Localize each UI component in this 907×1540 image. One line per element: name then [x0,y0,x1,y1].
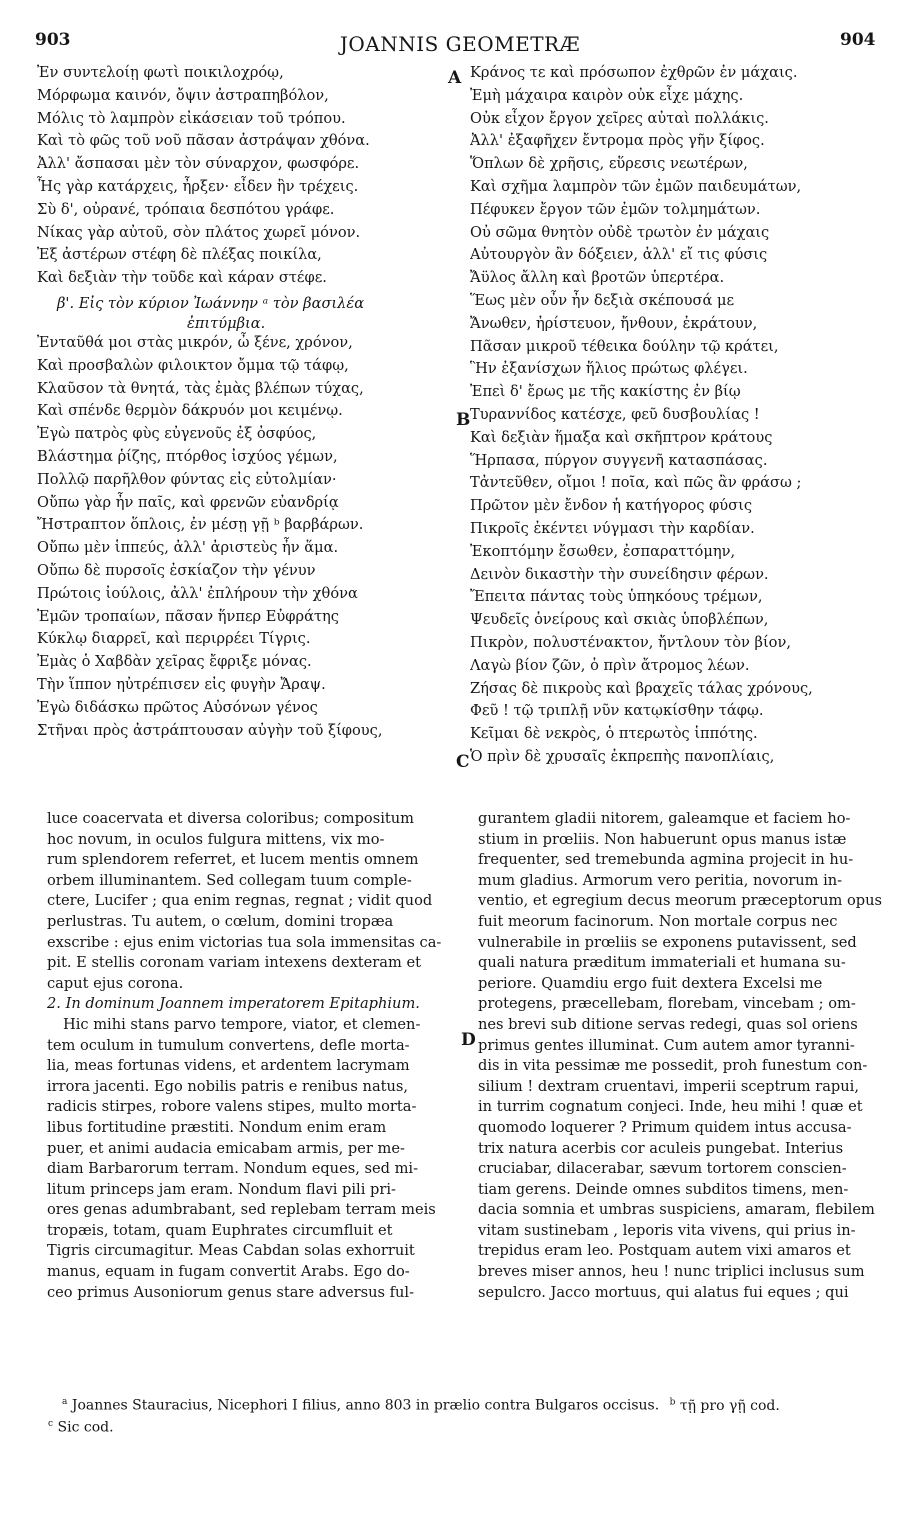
margin-marker-d: D [461,1030,476,1050]
footnote-c: Sic cod. [57,1419,114,1436]
greek-verse-line: Ἤστραπτον ὅπλοις, ἐν μέσῃ γῇ ᵇ βαρβάρων. [37,516,364,534]
latin-text-line: exscribe : ejus enim victorias tua sola immensitas ca- [47,933,442,951]
latin-text-line: ceo primus Ausoniorum genus stare adversus ful- [47,1283,415,1301]
footnote-mark: a [62,1397,68,1407]
greek-verse-line: Ἐκοπτόμην ἔσωθεν, ἐσπαραττόμην, [470,542,736,560]
latin-text-line: mum gladius. Armorum vero peritia, novorum in- [478,871,843,889]
margin-marker-c: C [456,752,470,772]
latin-text-line: quali natura præditum immateriali et humana su- [478,954,846,972]
latin-text-line: nes brevi sub ditione servas redegi, quas sol oriens [478,1015,858,1033]
latin-text-line: puer, et animi audacia emicabam armis, per me- [47,1139,405,1157]
greek-verse-line: Ἄνωθεν, ἠρίστευον, ἤνθουν, ἐκράτουν, [470,314,758,332]
latin-text-line: trix natura acerbis cor aculeis pungebat. Interius [478,1139,844,1157]
greek-verse-line: Τἀντεῦθεν, οἴμοι ! ποῖα, καὶ πῶς ἂν φράσω ; [470,474,802,492]
latin-text-line: luce coacervata et diversa coloribus; compositum [47,810,414,827]
greek-verse-line: Ἥρπασα, πύργον συγγενῆ κατασπάσας. [470,451,768,469]
latin-translation-1 [47,809,457,994]
margin-marker-b: B [456,410,471,430]
latin-text-line: manus, equam in fugam convertit Arabs. Ego do- [47,1263,410,1281]
latin-text-line: cruciabar, dilacerabar, sævum tortorem conscien- [478,1160,847,1178]
latin-text-line: perlustras. Tu autem, o cœlum, domini tropæa [47,912,394,930]
greek-verse-line: Οὐκ εἶχον ἔργον χεῖρες αὐταὶ πολλάκις. [470,109,769,127]
greek-verse-line: Ἐμῶν τροπαίων, πᾶσαν ἥνπερ Εὐφράτης [37,607,339,625]
greek-verse-line: Ἐνταῦθά μοι στὰς μικρόν, ὦ ξένε, χρόνον, [37,333,353,351]
greek-verse-line: Καὶ τὸ φῶς τοῦ νοῦ πᾶσαν ἀστράψαν χθόνα. [37,132,370,150]
latin-text-line: breves miser annos, heu ! nunc triplici inclusus sum [478,1263,865,1281]
greek-verse-line: Ζήσας δὲ πικροὺς καὶ βραχεῖς τάλας χρόνους, [470,679,813,697]
latin-text-line: irrora jacenti. Ego nobilis patris e renibus natus, [47,1077,409,1095]
footnotes-line-2 [48,1419,114,1436]
latin-left-column [47,809,457,1303]
latin-text-line: periore. Quamdiu ergo fuit dextera Excelsi me [478,974,823,992]
greek-left-column [37,62,455,742]
greek-verse-line: Βλάστημα ῥίζης, πτόρθος ἰσχύος γέμων, [37,447,338,465]
greek-verse-line: Ἣν ἐξανίσχων ἥλιος πρώτως φλέγει. [470,360,748,378]
latin-text-line: diam Barbarorum terram. Nondum eques, sed mi- [47,1160,419,1178]
greek-verse-line: Ἐμὴ μάχαιρα καιρὸν οὐκ εἶχε μάχης. [470,86,744,104]
latin-text-line: frequenter, sed tremebunda agmina projecit in hu- [478,851,854,869]
greek-verse-line: Ἀλλ' ἐξαφῆχεν ἔντρομα πρὸς γῆν ξίφος. [470,132,765,150]
greek-verse-line: Νίκας γὰρ αὐτοῦ, σὸν πλάτος χωρεῖ μόνον. [37,223,361,241]
greek-verse-line: Πέφυκεν ἔργον τῶν ἐμῶν τολμημάτων. [470,200,761,218]
footnote-mark: b [669,1397,676,1407]
greek-verse-line: Καὶ δεξιὰν τὴν τοῦδε καὶ κάραν στέφε. [37,269,327,287]
latin-text-line: silium ! dextram cruentavi, imperii sceptrum rapui, [478,1077,859,1095]
greek-verse-line: Ἕως μὲν οὖν ἦν δεξιὰ σκέπουσά με [470,291,735,309]
latin-text-line: protegens, præcellebam, florebam, vincebam ; om- [478,995,856,1013]
greek-verse-line: Ἧς γὰρ κατάρχεις, ἦρξεν· εἶδεν ἣν τρέχεις. [37,177,359,195]
greek-verse-line: Κράνος τε καὶ πρόσωπον ἐχθρῶν ἐν μάχαις. [470,64,798,81]
greek-verse-line: Καὶ σχῆμα λαμπρὸν τῶν ἐμῶν παιδευμάτων, [470,177,802,195]
greek-verse-line: Στῆναι πρὸς ἀστράπτουσαν αὐγὴν τοῦ ξίφους, [37,721,383,739]
latin-text-line: vulnerabile in prœliis se exponens putavissent, sed [478,933,857,951]
greek-poem-1 [37,62,455,290]
latin-text-line: pit. E stellis coronam variam intexens dexteram et [47,954,421,972]
latin-text-line: vitam sustinebam , leporis vita vivens, qui prius in- [478,1221,856,1239]
greek-verse-line: Ἀλλ' ἄσπασαι μὲν τὸν σύναρχον, φωσφόρε. [37,155,360,173]
greek-verse-line: Πολλῷ παρῆλθον φύντας εἰς εὐτολμίαν· [37,470,337,488]
greek-verse-line: Ἄϋλος ἄλλη καὶ βροτῶν ὑπερτέρα. [470,269,725,287]
latin-text-line: stium in prœliis. Non habuerunt opus manus istæ [478,830,847,848]
greek-right-column [470,62,900,769]
greek-verse-line: Καὶ δεξιὰν ἥμαξα καὶ σκῆπτρον κράτους [470,428,773,446]
greek-verse-line: Δεινὸν δικαστὴν τὴν συνείδησιν φέρων. [470,565,769,583]
latin-text-line: quomodo loquerer ? Primum quidem intus accusa- [478,1118,852,1136]
greek-verse-line: Οὔπω δὲ πυρσοῖς ἐσκίαζον τὴν γένυν [37,561,316,579]
greek-verse-line: Ἐγὼ διδάσκω πρῶτος Αὐσόνων γένος [37,698,318,716]
latin-text-line: tiam gerens. Deinde omnes subditos timens, men- [478,1180,849,1198]
greek-verse-line: Οὔπω μὲν ἱππεύς, ἀλλ' ἀριστεὺς ἦν ἅμα. [37,539,339,557]
latin-text-line: Tigris circumagitur. Meas Cabdan solas exhorruit [47,1242,415,1260]
latin-text-line: radicis stirpes, robore valens stipes, multo morta- [47,1098,417,1116]
greek-heading-line: ἐπιτύμβια. [187,314,266,332]
page-number-left: 903 [35,30,71,50]
margin-marker-a: A [448,68,462,88]
latin-text-line: tem oculum in tumulum convertens, defle morta- [47,1036,410,1054]
greek-verse-line: Μόρφωμα καινόν, ὄψιν ἀστραπηβόλον, [37,86,329,104]
latin-text-line: orbem illuminantem. Sed collegam tuum comple- [47,871,412,889]
greek-verse-line: Ὁ πρὶν δὲ χρυσαῖς ἐκπρεπὴς πανοπλίαις, [470,747,775,765]
latin-text-line: litum princeps jam eram. Nondum flavi pili pri- [47,1180,396,1198]
latin-text-line: lia, meas fortunas videns, et ardentem lacrymam [47,1057,410,1075]
greek-verse-line: Καὶ προσβαλὼν φιλοικτον ὄμμα τῷ τάφῳ, [37,356,349,374]
greek-verse-line: Οὐ σῶμα θνητὸν οὐδὲ τρωτὸν ἐν μάχαις [470,223,770,241]
latin-text-line: ores genas adumbrabant, sed replebam terram meis [47,1201,436,1219]
greek-poem-heading [37,290,455,332]
greek-verse-line: Κύκλῳ διαρρεῖ, καὶ περιρρέει Τίγρις. [37,630,311,648]
latin-text-line: sepulcro. Jacco mortuus, qui alatus fui eques ; qui [478,1283,849,1301]
latin-text-line: gurantem gladii nitorem, galeamque et faciem ho- [478,810,851,827]
greek-verse-line: Πικρὸν, πολυστένακτον, ἤντλουν τὸν βίον, [470,633,791,651]
footnote-mark: c [48,1419,54,1429]
greek-verse-line: Πρώτοις ἰούλοις, ἀλλ' ἐπλήρουν τὴν χθόνα [37,584,358,602]
greek-verse-line: Ἐγὼ πατρὸς φὺς εὐγενοῦς ἐξ ὀσφύος, [37,425,317,443]
greek-verse-line: Μόλις τὸ λαμπρὸν εἰκάσειαν τοῦ τρόπου. [37,109,346,127]
greek-verse-line: Πᾶσαν μικροῦ τέθεικα δούλην τῷ κράτει, [470,337,779,355]
greek-verse-line: Κεῖμαι δὲ νεκρὸς, ὁ πτερωτὸς ἱππότης. [470,725,758,743]
greek-verse-line: Κλαῦσον τὰ θνητά, τὰς ἐμὰς βλέπων τύχας, [37,379,364,397]
page-number-right: 904 [840,30,876,50]
latin-text-line: ventio, et egregium decus meorum præceptorum opus [478,892,882,910]
greek-verse-line: Τὴν ἵππον ηὐτρέπισεν εἰς φυγὴν Ἄραψ. [37,675,326,693]
greek-poem-2 [37,332,455,742]
greek-verse-line: Σὺ δ', οὐρανέ, τρόπαια δεσπότου γράφε. [37,200,335,218]
latin-text-line: Hic mihi stans parvo tempore, viator, et clemen- [63,1015,421,1033]
greek-verse-line: Πρῶτον μὲν ἔνδον ἡ κατήγορος φύσις [470,497,752,515]
greek-verse-line: Τυραννίδος κατέσχε, φεῦ δυσβουλίας ! [470,405,760,423]
latin-text-line: ctere, Lucifer ; qua enim regnas, regnat ; vidit quod [47,892,433,910]
latin-text-line: hoc novum, in oculos fulgura mittens, vix mo- [47,830,385,848]
greek-verse-line: Ψευδεῖς ὀνείρους καὶ σκιὰς ὑποβλέπων, [470,611,769,629]
greek-verse-line: Ἐμὰς ὁ Χαβδὰν χεῖρας ἔφριξε μόνας. [37,653,312,671]
greek-verse-line: Ὅπλων δὲ χρῆσις, εὕρεσις νεωτέρων, [470,155,748,173]
footnote-b: τῇ pro γῇ cod. [679,1397,780,1414]
latin-heading: 2. In dominum Joannem imperatorem Epitaphium. [47,995,420,1013]
running-header-title: JOANNIS GEOMETRÆ [339,32,581,56]
greek-verse-line: Ἐν συντελοίῃ φωτὶ ποικιλοχρόῳ, [37,64,284,81]
latin-translation-2 [47,1015,457,1303]
latin-text-line: fuit meorum facinorum. Non mortale corpus nec [478,912,838,930]
greek-verse-line: Πικροῖς ἐκέντει νύγμασι τὴν καρδίαν. [470,519,755,537]
greek-verse-line: Ἐπεὶ δ' ἔρως με τῆς κακίστης ἐν βίῳ [470,383,741,401]
latin-right-column [478,809,898,1303]
latin-text-line: trepidus eram leo. Postquam autem vixi amaros et [478,1242,851,1260]
greek-verse-line: Αὐτουργὸν ἂν δόξειεν, ἀλλ' εἴ τις φύσις [470,246,768,264]
greek-verse-line: Οὔπω γὰρ ἦν παῖς, καὶ φρενῶν εὐανδρίᾳ [37,493,339,511]
latin-text-line: in turrim cognatum conjeci. Inde, heu mihi ! quæ et [478,1098,863,1116]
greek-heading-line: β'. Εἰς τὸν κύριον Ἰωάννην ᵃ τὸν βασιλέα [57,294,365,312]
latin-text-line: primus gentes illuminat. Cum autem amor tyranni- [478,1036,855,1054]
greek-verse-line: Καὶ σπένδε θερμὸν δάκρυόν μοι κειμένῳ. [37,402,343,420]
footnote-a: Joannes Stauracius, Nicephori I filius, anno 803 in prælio contra Bulgaros occisus. [71,1397,660,1414]
latin-text-line: libus fortitudine præstiti. Nondum enim eram [47,1118,387,1136]
greek-verse-line: Φεῦ ! τῷ τριπλῇ νῦν κατῳκίσθην τάφῳ. [470,702,764,720]
greek-verse-line: Ἐξ ἀστέρων στέφη δὲ πλέξας ποικίλα, [37,246,322,264]
greek-verse-line: Λαγὼ βίον ζῶν, ὁ πρὶν ἄτρομος λέων. [470,656,750,674]
latin-text-line: rum splendorem referret, et lucem mentis omnem [47,851,419,869]
footnotes-line-1 [62,1397,780,1414]
latin-text-line: tropæis, totam, quam Euphrates circumfluit et [47,1221,393,1239]
latin-text-line: dacia somnia et umbras suspiciens, amaram, flebilem [478,1201,875,1219]
greek-verse-line: Ἔπειτα πάντας τοὺς ὑπηκόους τρέμων, [470,588,763,606]
latin-text-line: caput ejus corona. [47,974,184,992]
latin-text-line: dis in vita pessimæ me possedit, proh funestum con- [478,1057,868,1075]
